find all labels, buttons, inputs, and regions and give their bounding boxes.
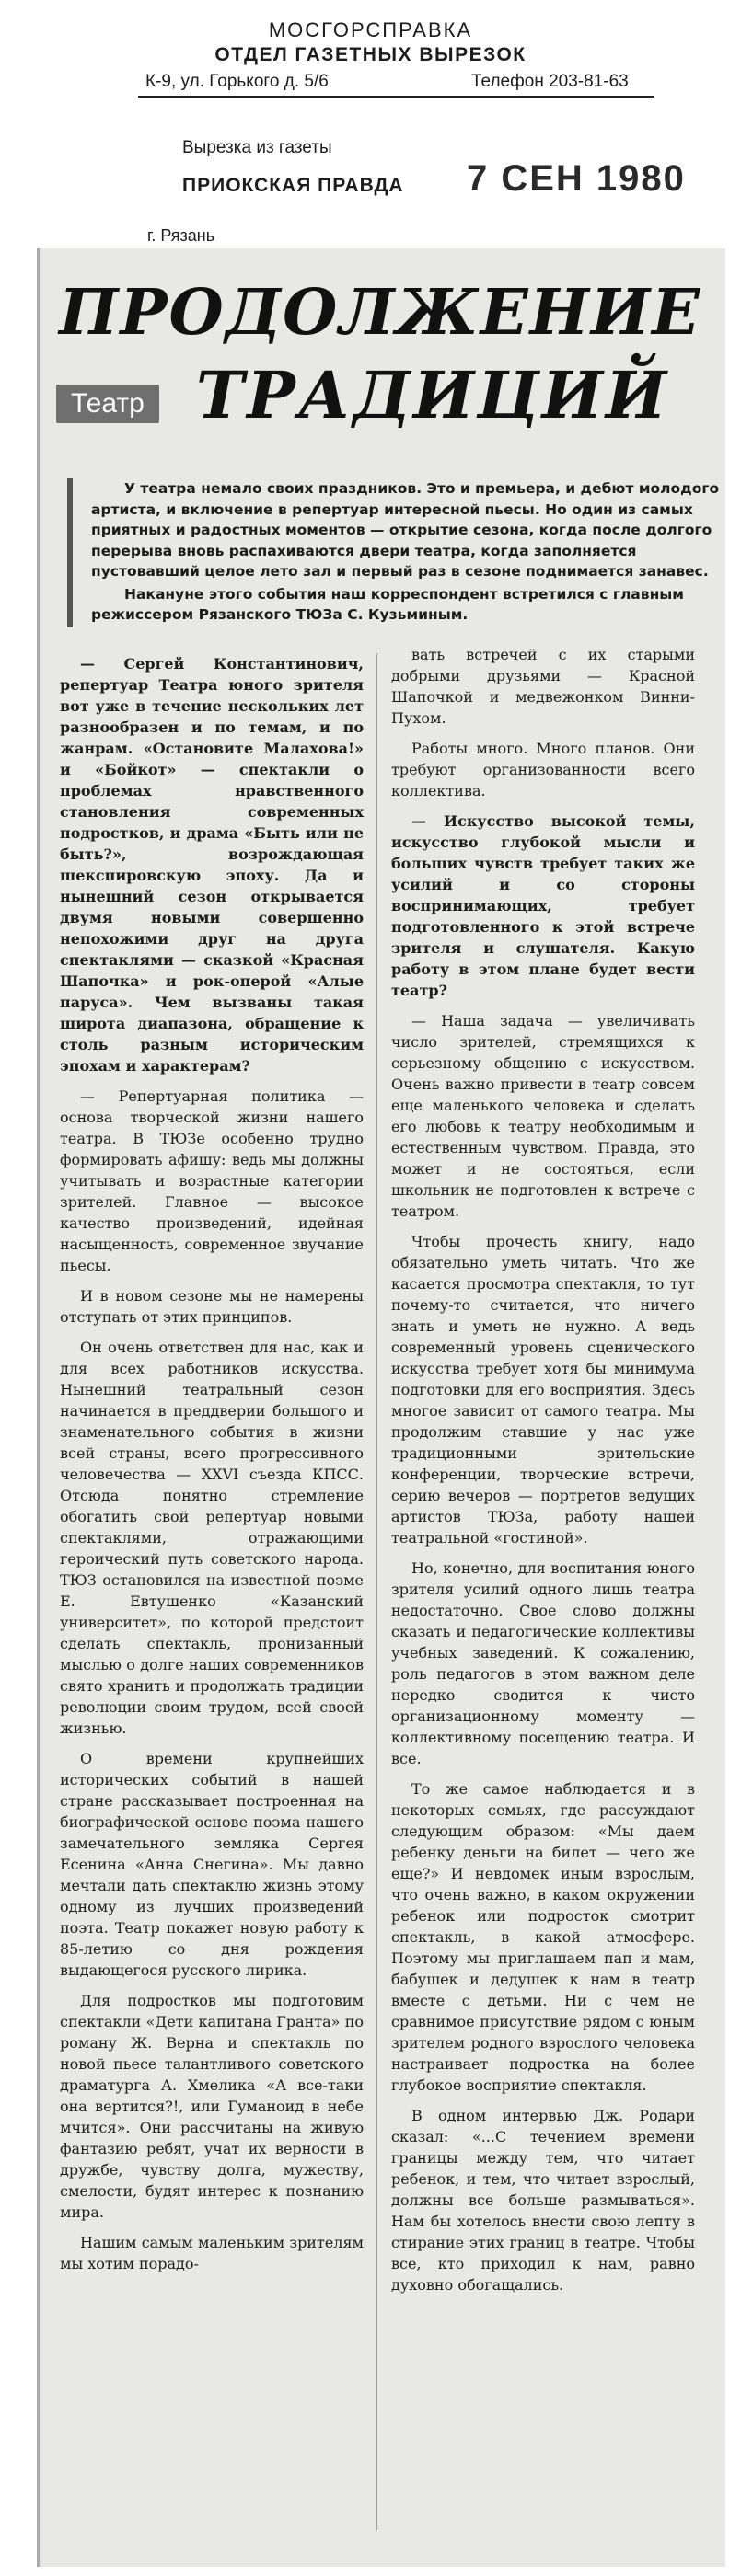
headline-line1: ПРОДОЛЖЕНИЕ (59, 276, 701, 350)
right-column (391, 644, 695, 2305)
article-paragraph: Он очень ответствен для нас, как и для всех работников искусства. Нынешний театральный сезон начинается в преддверии большого и знаменательного события в жизни всей страны, всего прогрессивного человечества — XXVI съезда КПСС. Отсюда понятно стремление обогатить свой репертуар новыми спектаклями, отражающими героический путь советского народа. ТЮЗ остановился на известной поэме Е. Евтушенко «Казанский университет», по которой предстоит сделать спектакль, пронизанный мыслью о долге наших современников свято хранить и продолжать традиции революции своим трудом, всей своей жизнью. (60, 1339, 364, 1737)
lead-paragraph: У театра немало своих праздников. Это и премьера, и дебют молодого артиста, и включение в репертуар интересной пьесы. Но один из самых приятных и радостных моментов — открытие сезона, когда после долгого перерыва вновь распахиваются двери театра, когда заполняется пустовавший целое лето зал и первый раз в сезоне поднимается занавес. (91, 480, 720, 580)
rubric-label: Театр (56, 385, 159, 423)
agency-phone: Телефон 203-81-63 (471, 72, 629, 91)
article-paragraph: Для подростков мы подготовим спектакли «Дети капитана Гранта» по роману Ж. Верна и спектакль по новой пьесе талантливого советского драматурга А. Хмелика «А все-таки она вертится?!, или Гуманоид в небе мчится». Они рассчитаны на живую фантазию ребят, учат их верности в дружбе, чувству долга, мужеству, смелости, будят интерес к познанию мира. (60, 1992, 364, 2221)
article-paragraph: — Наша задача — увеличивать число зрителей, стремящихся к серьезному общению с искусством. Очень важно привести в театр совсем еще маленького человека и сделать его любовь к театру необходимым и естественным чувством. Правда, это может и не состояться, если школьник не подготовлен к встрече с театром. (391, 1012, 695, 1220)
article-lead (67, 478, 726, 627)
article-paragraph: Чтобы прочесть книгу, надо обязательно уметь читать. Что же касается просмотра спектакля, то тут почему-то считается, что ничего знать и уметь не нужно. А ведь современный уровень сценического искусства требует хотя бы минимума подготовки для его восприятия. Здесь многое зависит от самого театра. Мы продолжим ставшие у нас уже традиционными зрительские конференции, творческие встречи, серию вечеров — портретов ведущих артистов ТЮЗа, работу нашей театральной «гостиной». (391, 1233, 695, 1547)
headline-line2: ТРАДИЦИЙ (196, 357, 670, 433)
header-rule (138, 96, 654, 98)
newspaper-name: ПРИОКСКАЯ ПРАВДА (182, 175, 404, 196)
department-name: ОТДЕЛ ГАЗЕТНЫХ ВЫРЕЗОК (214, 44, 527, 65)
clipping-label: Вырезка из газеты (182, 138, 332, 157)
article-paragraph: И в новом сезоне мы не намерены отступать от этих принципов. (60, 1287, 364, 1326)
agency-name: МОСГОРСПРАВКА (268, 18, 473, 41)
agency-address: К-9, ул. Горького д. 5/6 (145, 72, 329, 91)
article-paragraph: — Репертуарная политика — основа творческой жизни нашего театра. В ТЮЗе особенно трудно формировать афишу: ведь мы должны учитывать и возрастные категории зрителей. Главное — высокое качество произведений, идейная насыщенность, современное звучание пьесы. (60, 1087, 364, 1274)
article-paragraph: — Сергей Константинович, репертуар Театра юного зрителя вот уже в течение нескольких лет разнообразен и по темам, и по жанрам. «Остановите Малахова!» и «Бойкот» — спектакли о проблемах нравственного становления современных подростков, и драма «Быть или не быть?», возрождающая шекспировскую эпоху. Да и нынешний сезон открывается двумя новыми совершенно непохожими друг на друга спектаклями — сказкой «Красная Шапочка» и рок-оперой «Алые паруса». Чем вызваны такая широта диапазона, обращение к столь разным историческим эпохам и характерам? (60, 655, 364, 1075)
left-column (60, 653, 364, 2283)
article-paragraph: Работы много. Много планов. Они требуют организованности всего коллектива. (391, 740, 695, 799)
article-paragraph: вать встречей с их старыми добрыми друзьями — Красной Шапочкой и медвежонком Винни-Пухом. (391, 646, 695, 727)
article-paragraph: То же самое наблюдается и в некоторых семьях, где рассуждают следующим образом: «Мы даем ребенку деньги на билет — чего же еще?» И невдомек иным взрослым, что очень важно, в каком окружении ребенок или подросток смотрит спектакль, в какой атмосфере. Поэтому мы приглашаем пап и мам, бабушек и дедушек к нам в театр вместе с детьми. Ни с чем не сравнимое присутствие рядом с юным зрителем родного взрослого человека настраивает подростка на более глубокое восприятие спектакля. (391, 1780, 695, 2094)
article-paragraph: Нашим самым маленьким зрителям мы хотим порадо- (60, 2234, 364, 2272)
city-label: г. Рязань (147, 226, 215, 245)
article-paragraph: В одном интервью Дж. Родари сказал: «...С течением времени границы между тем, что читает ребенок, и тем, что читает взрослый, должны все больше размываться». Нам бы хотелось внести свою лепту в стирание этих границ в театре. Чтобы все, кто приходил к нам, равно духовно обогащались. (391, 2107, 695, 2294)
article-paragraph: О времени крупнейших исторических событий в нашей стране рассказывает построенная на биографической основе поэма нашего замечательного земляка Сергея Есенина «Анна Снегина». Мы давно мечтали дать спектаклю жизнь этому одному из лучших произведений поэта. Театр покажет новую работу к 85-летию со дня рождения выдающегося русского лирика. (60, 1750, 364, 1979)
article-paragraph: — Искусство высокой темы, искусство глубокой мысли и больших чувств требует таких же усилий и со стороны воспринимающих, требует подготовленного к этой встрече зрителя и слушателя. Какую работу в этом плане будет вести театр? (391, 812, 695, 999)
newspaper-clipping (37, 248, 725, 2567)
article-paragraph: Но, конечно, для воспитания юного зрителя усилий одного лишь театра недостаточно. Свое слово должны сказать и педагогические коллективы учебных заведений. К сожалению, роль педагогов в этом важном деле нередко сводится к чисто организационному моменту — коллективному посещению театра. И все. (391, 1559, 695, 1767)
lead-paragraph: Накануне этого события наш корреспондент встретился с главным режиссером Рязанского ТЮЗа С. Кузьминым. (91, 585, 684, 623)
column-divider (376, 653, 377, 2530)
date-stamp: 7 СЕН 1980 (467, 158, 686, 199)
